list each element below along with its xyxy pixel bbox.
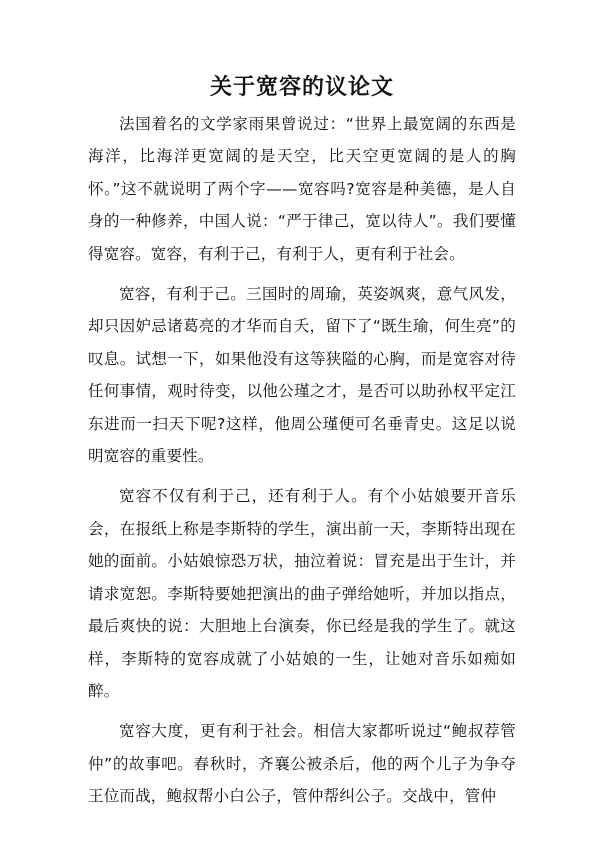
document-title: 关于宽容的议论文 — [209, 74, 394, 100]
paragraph-4: 宽容大度，更有利于社会。相信大家都听说过“鲍叔荐管仲”的故事吧。春秋时，齐襄公被杀后，他的两个儿子为争夺王位而战，鲍叔帮小白公子，管仲帮纠公子。交战中，管仲 — [88, 722, 516, 806]
paragraph-2: 宽容，有利于己。三国时的周瑜，英姿飒爽，意气风发，却只因妒忌诸葛亮的才华而自夭，留下了“既生瑜，何生亮”的叹息。试想一下，如果他没有这等狭隘的心胸，而是宽容对待任何事情，观时待变，以他公瑾之才，是否可以助孙权平定江东进而一扫天下呢?这样，他周公瑾便可名垂青史。这足以说明宽容的重要性。 — [88, 285, 516, 466]
paragraph-3: 宽容不仅有利于己，还有利于人。有个小姑娘要开音乐会，在报纸上称是李斯特的学生，演出前一天，李斯特出现在她的面前。小姑娘惊恐万状，抽泣着说：冒充是出于生计，并请求宽恕。李斯特要她把演出的曲子弹给她听，并加以指点，最后爽快的说：大胆地上台演奏，你已经是我的学生了。就这样，李斯特的宽容成就了小姑娘的一生，让她对音乐如痴如醉。 — [88, 487, 516, 700]
paragraph-1: 法国着名的文学家雨果曾说过：“世界上最宽阔的东西是海洋，比海洋更宽阔的是天空，比天空更宽阔的是人的胸怀。”这不就说明了两个字——宽容吗?宽容是种美德，是人自身的一种修养，中国人说：“严于律己，宽以待人”。我们要懂得宽容。宽容，有利于己，有利于人，更有利于社会。 — [88, 115, 516, 263]
